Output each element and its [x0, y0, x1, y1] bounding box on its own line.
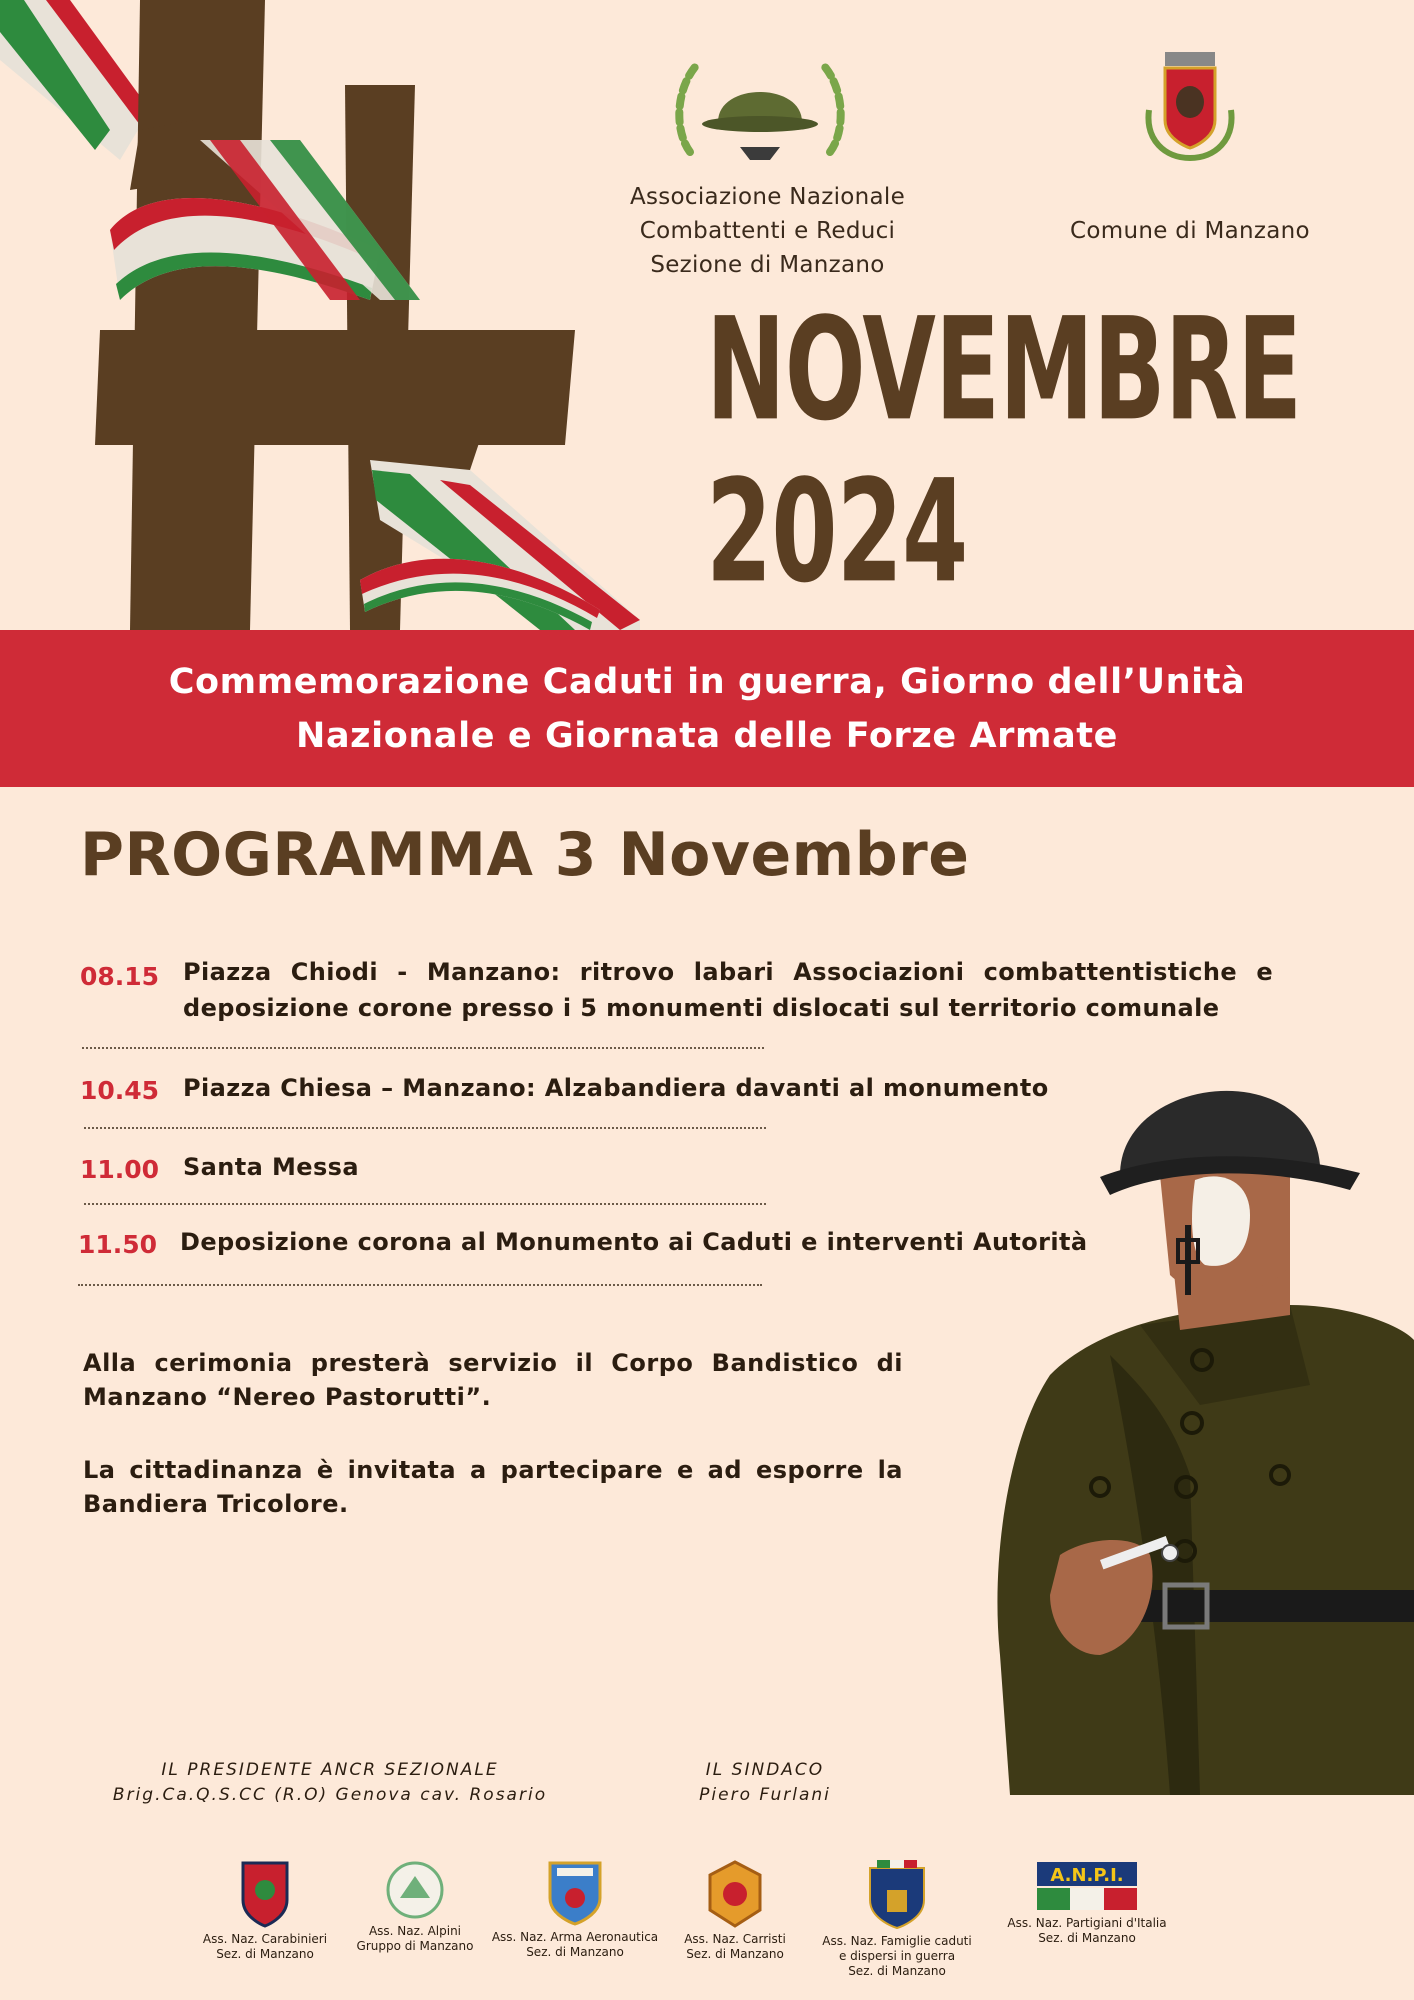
president-signature: [100, 1758, 560, 1808]
comune-name: Comune di Manzano: [1070, 218, 1310, 244]
cross-with-tricolour-ribbon: [0, 0, 660, 630]
logo-carristi: [650, 1860, 820, 1962]
logo-anpi: [1002, 1860, 1172, 1946]
mayor-signature: [660, 1758, 870, 1808]
mayor-name: Piero Furlani: [699, 1785, 831, 1805]
schedule-time: 08.15: [80, 962, 160, 991]
alpini-badge-icon: [385, 1860, 445, 1920]
title-month: NOVEMBRE: [706, 287, 1302, 453]
soldier-illustration: [990, 1055, 1414, 1795]
schedule-description: Piazza Chiodi - Manzano: ritrovo labari Associazioni combattentistiche e deposizione corone presso i 5 monumenti dislocati sul territorio comunale: [183, 958, 1273, 1022]
schedule-time: 11.00: [80, 1155, 160, 1184]
logo-aeronautica: [490, 1860, 660, 1960]
banner-text: Commemorazione Caduti in guerra, Giorno dell’Unità Nazionale e Giornata delle Forze Armate: [168, 661, 1246, 756]
logo-caption: Ass. Naz. Carabinieri Sez. di Manzano: [202, 1932, 328, 1961]
logo-caption: Ass. Naz. Partigiani d'Italia Sez. di Manzano: [1007, 1916, 1167, 1945]
ancr-helmet-emblem: [670, 52, 850, 167]
anpi-logo-text: A.N.P.I.: [1050, 1865, 1124, 1886]
president-role: IL PRESIDENTE ANCR SEZIONALE: [161, 1760, 499, 1780]
schedule-time: 11.50: [78, 1230, 158, 1259]
dotted-divider: [82, 1047, 764, 1049]
manzano-coat-of-arms: [1135, 50, 1245, 165]
logo-anfcdg: [812, 1860, 982, 1979]
logo-carabinieri: [180, 1860, 350, 1962]
schedule-time: 10.45: [80, 1076, 160, 1105]
carristi-badge-icon: [706, 1860, 764, 1928]
schedule-description: Santa Messa: [183, 1153, 359, 1181]
band-note: Alla cerimonia presterà servizio il Corpo Bandistico di Manzano “Nereo Pastorutti”.: [83, 1349, 903, 1411]
dotted-divider: [84, 1203, 766, 1205]
carabinieri-shield-icon: [240, 1860, 290, 1928]
invitation-note: La cittadinanza è invitata a partecipare e ad esporre la Bandiera Tricolore.: [83, 1456, 903, 1518]
logo-alpini: [330, 1860, 500, 1954]
program-title: PROGRAMMA 3 Novembre: [80, 820, 970, 890]
title-year: 2024: [706, 449, 968, 615]
logo-caption: Ass. Naz. Alpini Gruppo di Manzano: [356, 1924, 474, 1953]
logo-caption: Ass. Naz. Famiglie caduti e dispersi in guerra Sez. di Manzano: [822, 1934, 972, 1978]
commemoration-banner: [0, 630, 1414, 787]
mayor-role: IL SINDACO: [705, 1760, 825, 1780]
dotted-divider: [84, 1127, 766, 1129]
logo-caption: Ass. Naz. Arma Aeronautica Sez. di Manzano: [491, 1930, 659, 1959]
dotted-divider: [78, 1284, 762, 1286]
logo-caption: Ass. Naz. Carristi Sez. di Manzano: [684, 1932, 786, 1961]
aeronautica-shield-icon: [547, 1860, 603, 1926]
anpi-logo-icon: [1035, 1860, 1139, 1912]
president-name: Brig.Ca.Q.S.CC (R.O) Genova cav. Rosario: [112, 1785, 548, 1805]
anfcdg-shield-icon: [867, 1860, 927, 1930]
schedule-description: Piazza Chiesa – Manzano: Alzabandiera davanti al monumento: [183, 1074, 1049, 1102]
ancr-section-name: Associazione Nazionale Combattenti e Reduci Sezione di Manzano: [629, 184, 906, 278]
schedule-description: Deposizione corona al Monumento ai Caduti e interventi Autorità: [180, 1228, 1088, 1256]
